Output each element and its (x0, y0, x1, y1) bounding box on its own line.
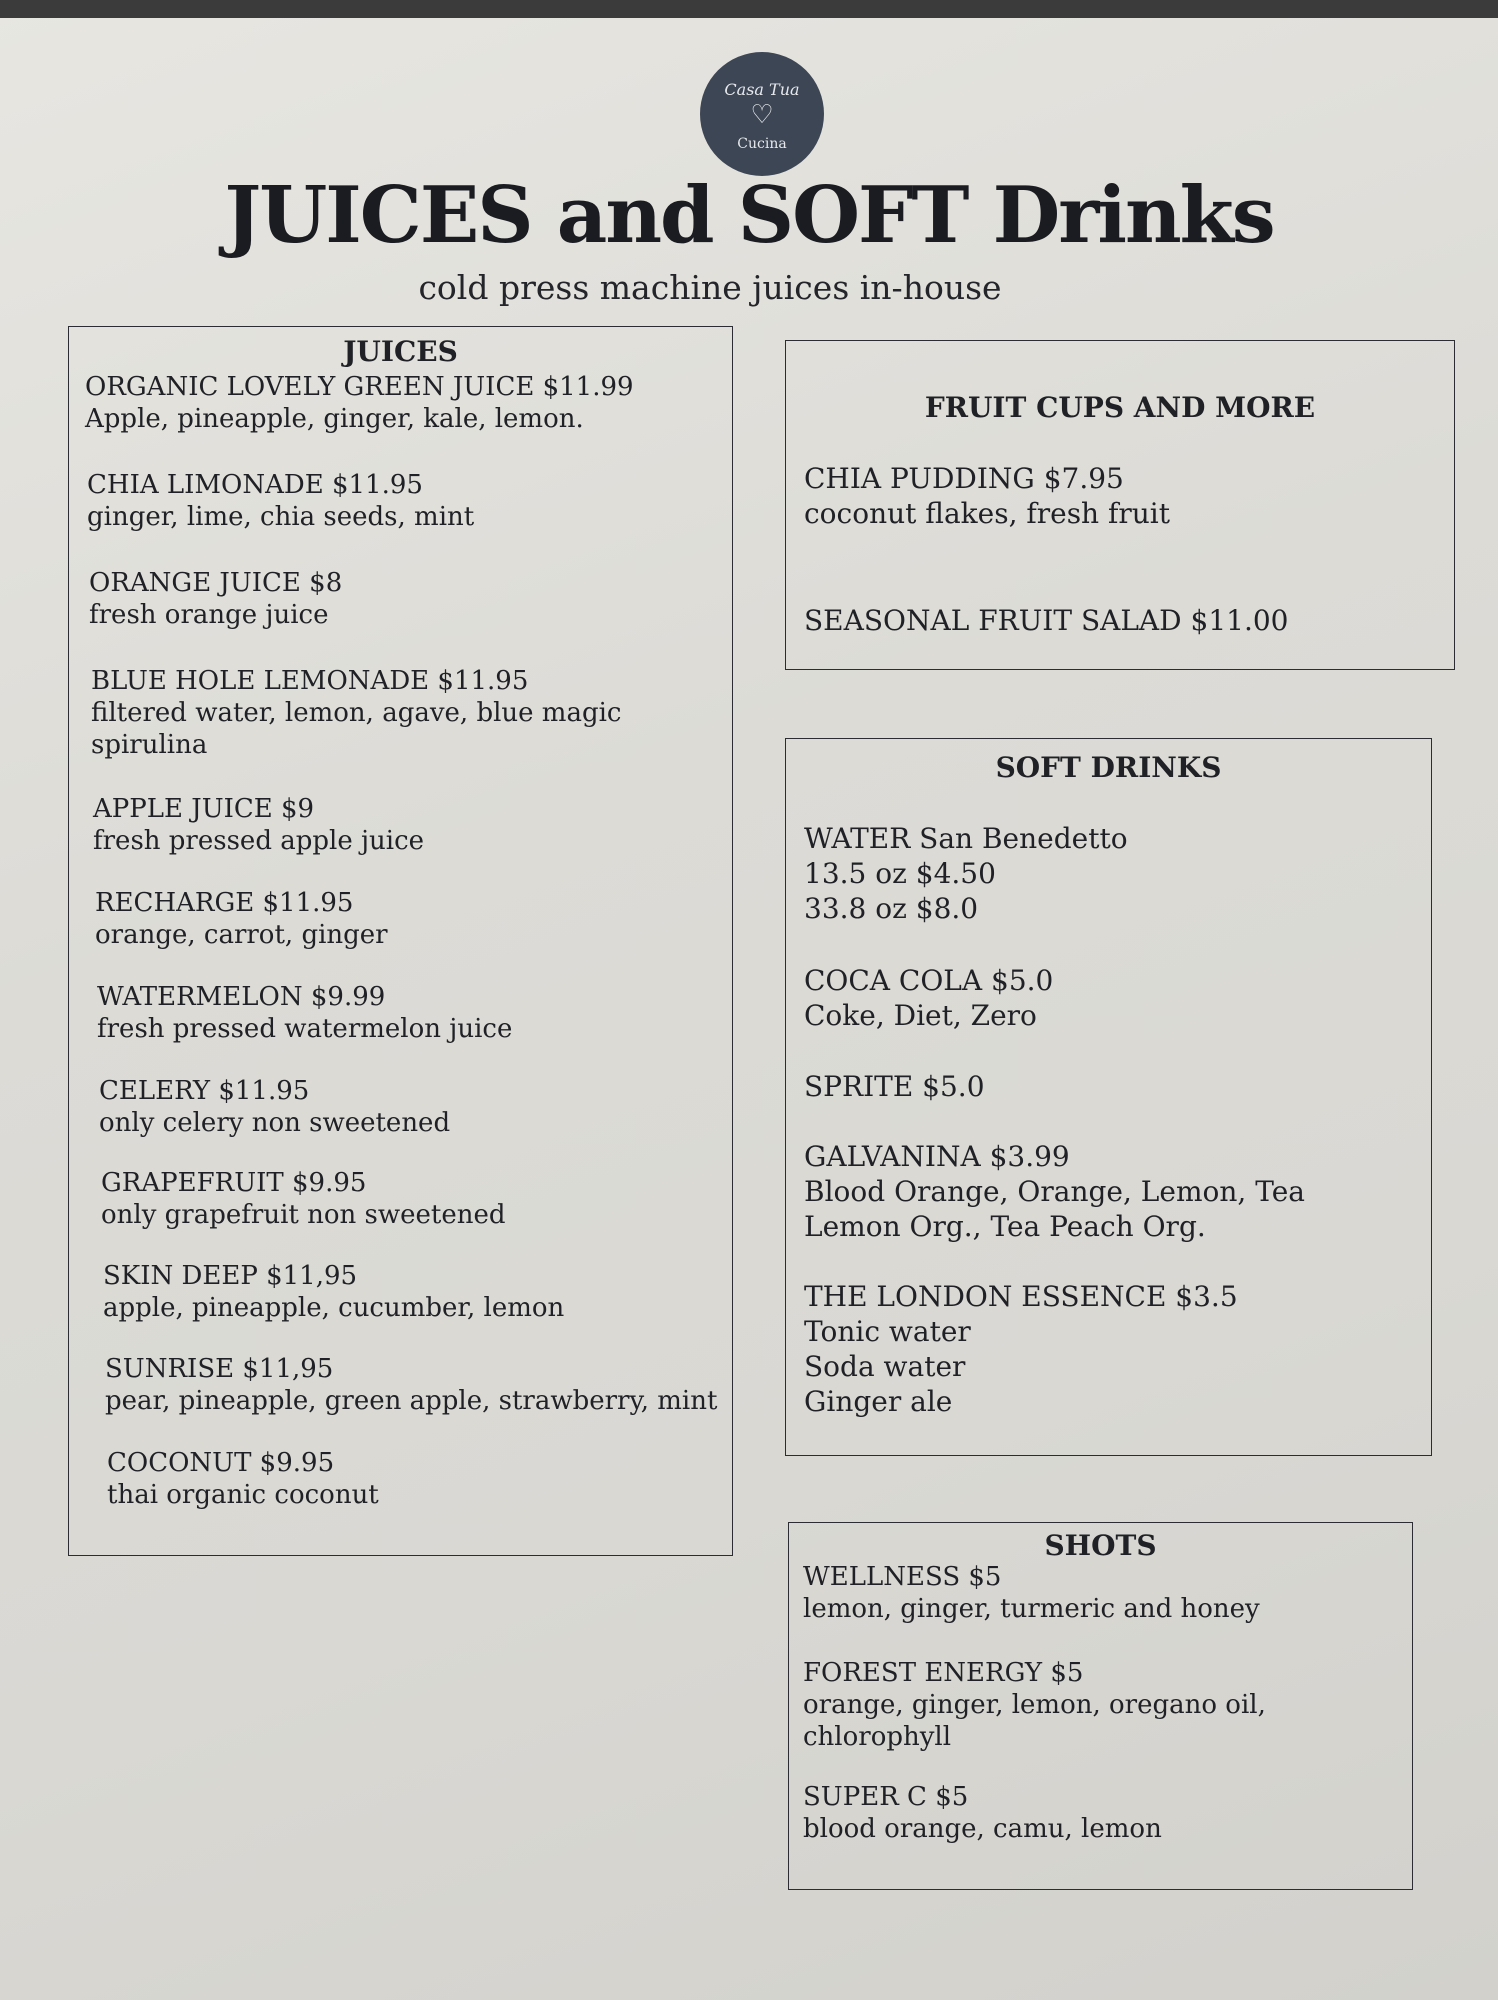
juice-item (93, 793, 424, 857)
juice-desc: fresh orange juice (89, 600, 329, 630)
shot-desc: orange, ginger, lemon, oregano oil, (803, 1690, 1266, 1720)
soft-drink-line: Blood Orange, Orange, Lemon, Tea (804, 1175, 1305, 1208)
shot-name: FOREST ENERGY $5 (803, 1658, 1084, 1688)
juice-name: CHIA LIMONADE $11.95 (87, 470, 423, 500)
juice-item (97, 981, 512, 1045)
soft-drink-item (804, 1139, 1305, 1244)
juice-desc: only grapefruit non sweetened (101, 1200, 506, 1230)
menu-title: JUICES and SOFT Drinks (224, 170, 1274, 261)
juice-desc: fresh pressed apple juice (93, 826, 425, 856)
fruit-cup-item (804, 603, 1288, 638)
juices-section (68, 326, 733, 1556)
soft-drink-item (804, 963, 1053, 1033)
soft-drink-line: Soda water (804, 1350, 966, 1383)
juice-name: ORANGE JUICE $8 (89, 568, 343, 598)
juice-item (107, 1447, 379, 1511)
juice-item (89, 567, 342, 631)
shot-name: SUPER C $5 (803, 1782, 969, 1812)
shot-name: WELLNESS $5 (803, 1562, 1002, 1592)
juice-name: APPLE JUICE $9 (93, 794, 315, 824)
soft-drink-line: COCA COLA $5.0 (804, 964, 1054, 997)
fruit-cup-name: CHIA PUDDING $7.95 (804, 462, 1124, 495)
juice-desc: fresh pressed watermelon juice (97, 1014, 513, 1044)
shots-heading: SHOTS (1044, 1529, 1157, 1562)
juice-name: COCONUT $9.95 (107, 1448, 335, 1478)
soft-drink-line: 33.8 oz $8.0 (804, 892, 979, 925)
shot-item (803, 1561, 1260, 1625)
soft-drinks-section (785, 738, 1432, 1456)
soft-drink-line: Ginger ale (804, 1385, 953, 1418)
juice-item (103, 1260, 564, 1324)
shots-section (788, 1522, 1413, 1890)
juice-name: CELERY $11.95 (99, 1076, 310, 1106)
juice-item (95, 887, 388, 951)
top-edge-shadow (0, 0, 1498, 18)
juice-name: GRAPEFRUIT $9.95 (101, 1168, 367, 1198)
juice-item (87, 469, 474, 533)
fruit-cup-item (804, 461, 1170, 531)
soft-drink-line: SPRITE $5.0 (804, 1070, 985, 1103)
soft-drink-line: Tonic water (804, 1315, 971, 1348)
juice-name: SUNRISE $11,95 (105, 1354, 334, 1384)
casa-tua-logo (700, 52, 824, 176)
juice-item (101, 1167, 506, 1231)
soft-drink-item (804, 1279, 1238, 1419)
soft-drink-line: WATER San Benedetto (804, 822, 1128, 855)
logo-text-bottom: Cucina (737, 136, 787, 152)
juice-item (99, 1075, 450, 1139)
soft-drinks-heading: SOFT DRINKS (995, 751, 1222, 784)
juice-name: SKIN DEEP $11,95 (103, 1261, 358, 1291)
logo-text-top: Casa Tua (724, 80, 800, 99)
juice-desc: filtered water, lemon, agave, blue magic (91, 698, 622, 728)
shot-desc: blood orange, camu, lemon (803, 1814, 1162, 1844)
soft-drink-line: GALVANINA $3.99 (804, 1140, 1070, 1173)
shot-item (803, 1657, 1266, 1753)
juice-desc: apple, pineapple, cucumber, lemon (103, 1293, 565, 1323)
menu-subtitle: cold press machine juices in-house (418, 268, 1002, 307)
fruit-cups-section (785, 340, 1455, 670)
juice-desc: pear, pineapple, green apple, strawberry, mint (105, 1386, 718, 1416)
juice-desc: ginger, lime, chia seeds, mint (87, 502, 475, 532)
fruit-cup-name: SEASONAL FRUIT SALAD $11.00 (804, 604, 1289, 637)
shot-item (803, 1781, 1162, 1845)
soft-drink-line: 13.5 oz $4.50 (804, 857, 996, 890)
shot-desc: lemon, ginger, turmeric and honey (803, 1594, 1260, 1624)
fruit-cups-heading: FRUIT CUPS AND MORE (924, 391, 1316, 424)
fruit-cup-desc: coconut flakes, fresh fruit (804, 497, 1170, 530)
soft-drink-line: THE LONDON ESSENCE $3.5 (804, 1280, 1238, 1313)
heart-icon: ♡ (750, 100, 774, 130)
juice-desc: thai organic coconut (107, 1480, 379, 1510)
soft-drink-line: Coke, Diet, Zero (804, 999, 1037, 1032)
soft-drink-item (804, 821, 1128, 926)
juice-item (105, 1353, 717, 1417)
juice-desc: Apple, pineapple, ginger, kale, lemon. (85, 404, 584, 434)
juice-item (85, 371, 634, 435)
juice-item (91, 665, 621, 761)
soft-drink-line: Lemon Org., Tea Peach Org. (804, 1210, 1206, 1243)
juice-desc: only celery non sweetened (99, 1108, 451, 1138)
juice-desc: orange, carrot, ginger (95, 920, 388, 950)
juice-name: BLUE HOLE LEMONADE $11.95 (91, 666, 529, 696)
shot-desc-continued: chlorophyll (803, 1722, 952, 1752)
juice-desc-continued: spirulina (91, 730, 208, 760)
juices-heading: JUICES (343, 335, 458, 368)
juice-name: WATERMELON $9.99 (97, 982, 386, 1012)
juice-name: RECHARGE $11.95 (95, 888, 354, 918)
juice-name: ORGANIC LOVELY GREEN JUICE $11.99 (85, 372, 634, 402)
soft-drink-item (804, 1069, 985, 1104)
